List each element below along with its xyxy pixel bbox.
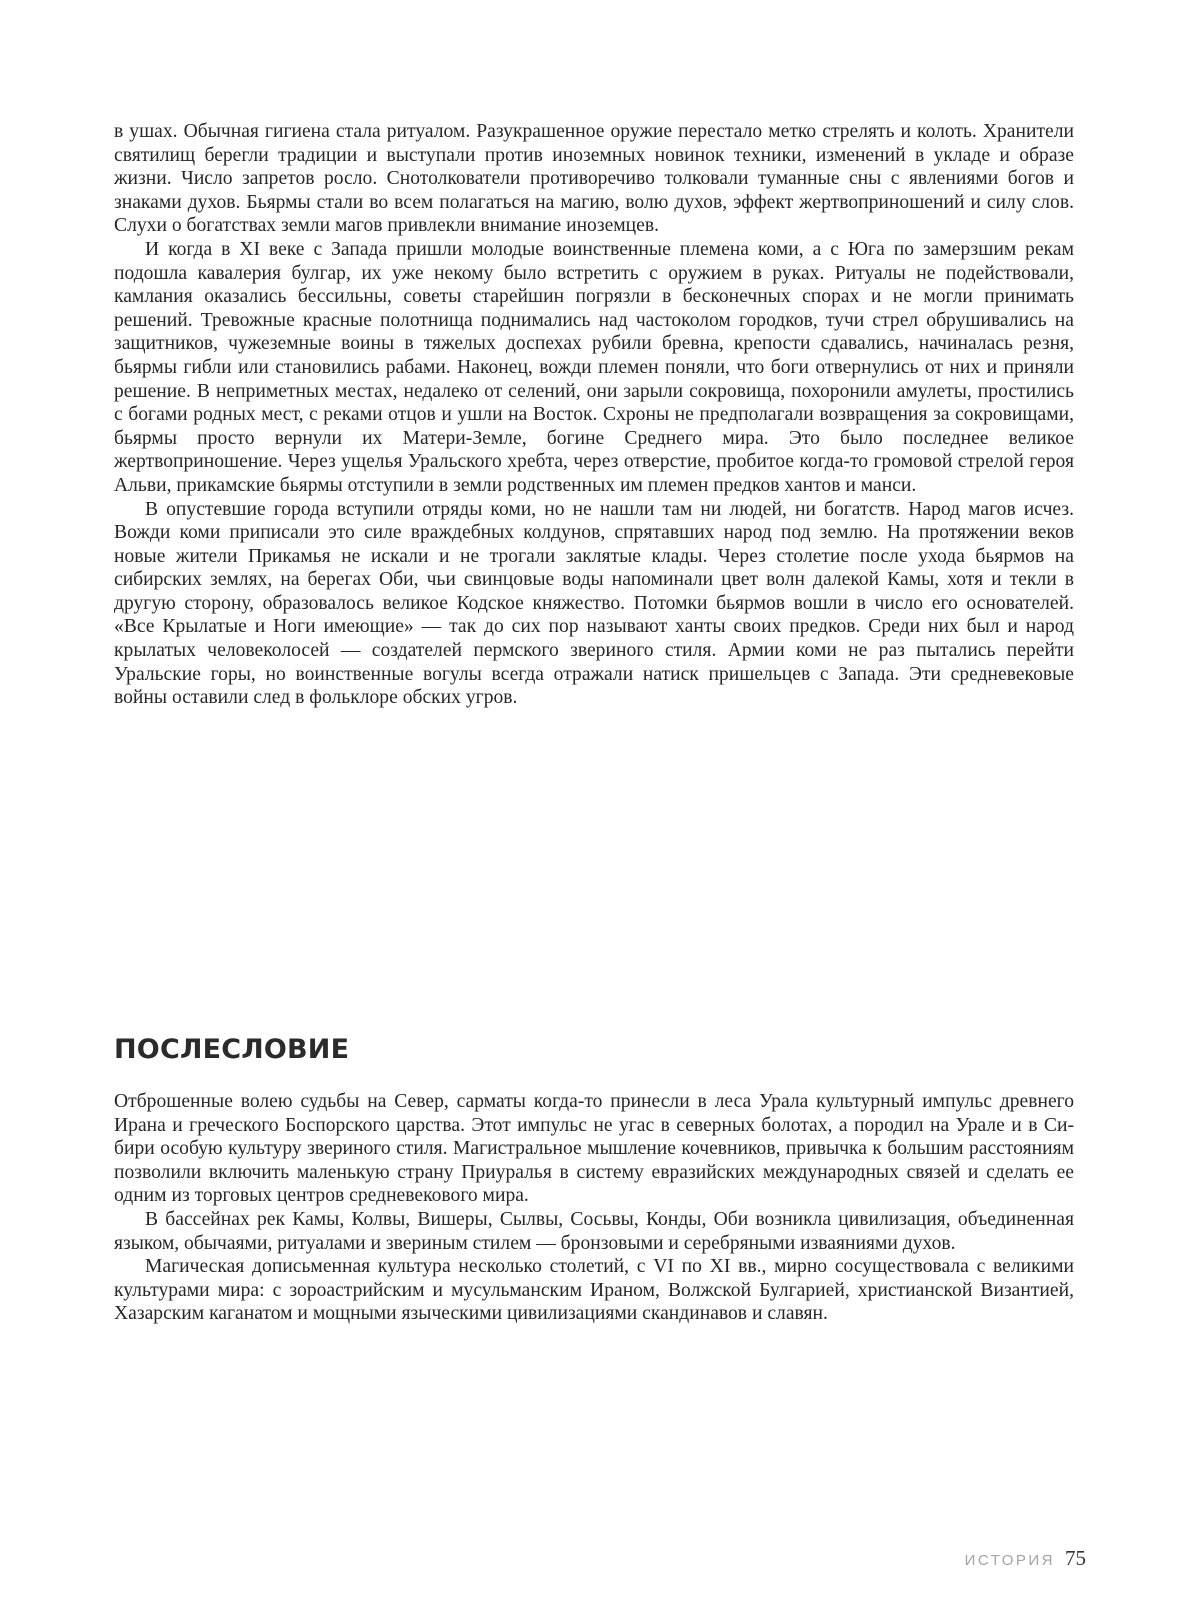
paragraph: В опустевшие города вступили отряды коми, но не нашли там ни людей, ни богатств. Народ магов исчез. Вожди коми приписали это силе враждебных колдунов, спрятавших народ под землю. На протяжении веков новые жители Прикамья не искали и не трогали заклятые клады. Через столетие после ухода бьярмов на сибирских землях, на берегах Оби, чьи свинцовые воды напоминали цвет волн далекой Камы, хотя и текли в другую сторону, образовалось великое Кодское княжество. Потомки бьярмов вошли в число его основателей. «Все Крылатые и Ноги имеющие» — так до сих пор называют ханты своих предков. Среди них был и народ крылатых человеколосей — создателей пермского звериного стиля. Армии коми не раз пытались перейти Уральские горы, но воинственные вогулы всегда отражали натиск пришельцев с Запада. Эти средневековые войны оставили след в фольклоре обских угров. <box>114 498 1074 709</box>
running-footer <box>965 1546 1086 1571</box>
paragraph: Отброшенные волею судьбы на Север, сарматы когда-то принесли в леса Урала культурный импульс древнего Ирана и греческого Боспорского царства. Этот импульс не угас в северных болотах, а породил на Урале и в Сибири особую культуру звериного стиля. Магистральное мышление кочевников, привычка к большим расстояниям позволили включить маленькую страну Приуралья в систему евразийских международных связей и сделать ее одним из торговых центров средневекового мира. <box>114 1091 1074 1207</box>
paragraph: В бассейнах рек Камы, Колвы, Вишеры, Сылвы, Сосьвы, Конды, Оби возникла цивилизация, объединенная языком, обычаями, ритуалами и звериным стилем — бронзовыми и серебряными изваяниями духов. <box>114 1208 1074 1254</box>
paragraph: в ушах. Обычная гигиена стала ритуалом. Разукрашенное оружие перестало метко стрелять и колоть. Хранители святилищ берегли традиции и выступали против иноземных новинок техники, изменений в укладе и образе жизни. Число запретов росло. Снотолкователи противоречиво толковали туманные сны с явлениями богов и знаками духов. Бьярмы стали во всем полагаться на магию, волю духов, эффект жертвоприношений и силу слов. Слухи о богатствах земли магов привлекли внимание иноземцев. <box>114 121 1074 237</box>
paragraph: Магическая дописьменная культура несколько столетий, с VI по XI вв., мирно сосуществовала с великими культурами мира: с зороастрийским и мусульманским Ираном, Волжской Булгарией, христианской Византией, Хазарским каганатом и мощными языческими цивилизациями скандинавов и славян. <box>114 1256 1074 1325</box>
paragraph: И когда в XI веке с Запада пришли молодые воинственные племена коми, а с Юга по замерзшим рекам подошла кавалерия булгар, их уже некому было встретить с оружием в руках. Ритуалы не подействовали, камлания оказались бессильны, советы старейшин погрязли в бесконечных спорах и не могли принимать решений. Тревожные красные полотнища поднимались над частоколом городков, тучи стрел обрушивались на защитников, чужеземные воины в тяжелых доспехах рубили бревна, крепости сдавались, начиналась резня, бьярмы гибли или становились рабами. Наконец, вожди племен поняли, что боги отвернулись от них и приняли решение. В неприметных местах, недалеко от селений, они зарыли сокровища, похоронили амулеты, простились с богами родных мест, с реками отцов и ушли на Восток. Схроны не предполагали возвращения за сокровищами, бьярмы просто вернули их Матери-Земле, богине Среднего мира. Это было последнее великое жертвоприношение. Через ущелья Уральского хребта, через отверстие, пробитое когда-то громовой стрелой героя Альви, прикамские бьярмы отступили в земли родственных им племен предков хантов и манси. <box>114 238 1074 496</box>
running-section-name: ИСТОРИЯ <box>964 1552 1055 1569</box>
page-number: 75 <box>1065 1546 1086 1570</box>
section-heading: ПОСЛЕСЛОВИЕ <box>114 1034 350 1065</box>
body-text <box>114 120 1074 710</box>
afterword-text <box>114 1090 1074 1326</box>
